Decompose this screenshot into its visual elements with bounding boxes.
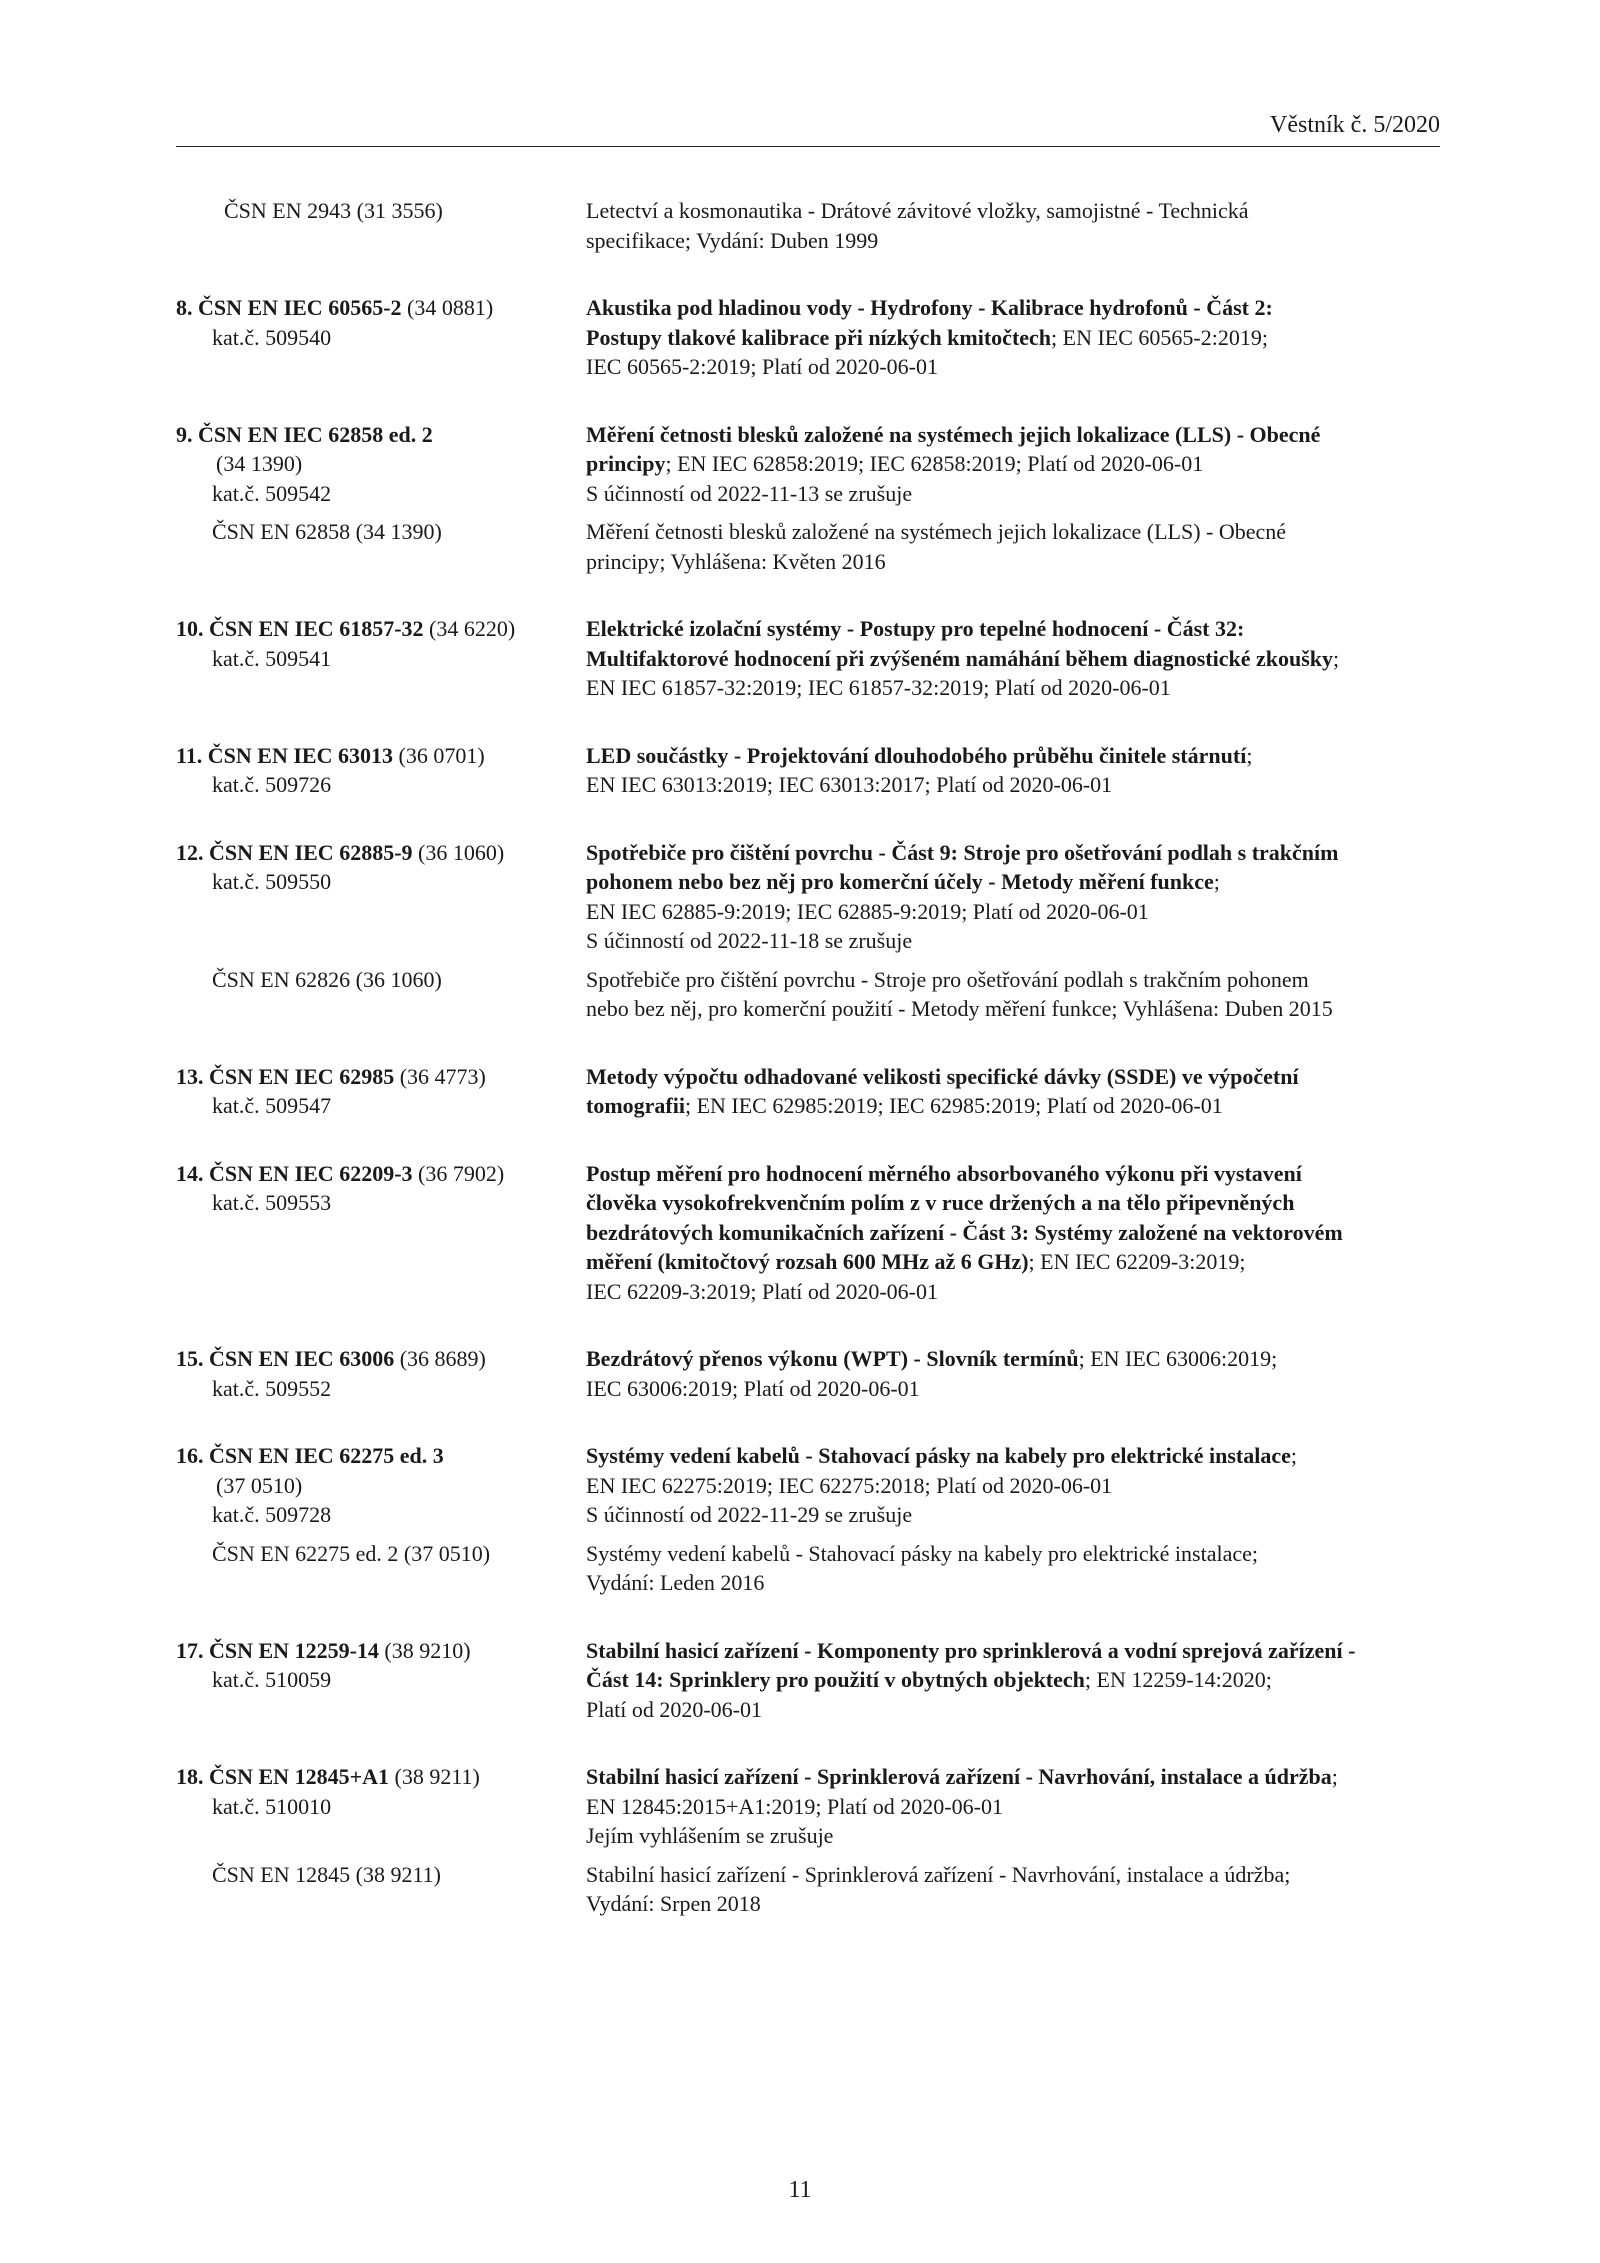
standard-code: ČSN EN IEC 63006 xyxy=(209,1346,395,1371)
title-tail: ; EN IEC 62209-3:2019; xyxy=(1028,1249,1246,1274)
title-line xyxy=(586,1247,1440,1277)
title-line xyxy=(586,614,1440,644)
description-line: specifikace; Vydání: Duben 1999 xyxy=(586,227,879,253)
classification-number: (34 1390) xyxy=(216,451,303,476)
classification-number: (36 7902) xyxy=(418,1160,505,1186)
standards-list xyxy=(176,196,1440,1957)
title-line xyxy=(586,1441,1440,1471)
replaced-right xyxy=(586,1860,1440,1919)
standard-entry xyxy=(176,614,1440,703)
title-line xyxy=(586,741,1440,771)
entry-row xyxy=(176,420,1440,509)
standard-code: ČSN EN IEC 62858 ed. 2 xyxy=(198,421,433,447)
standard-entry xyxy=(176,293,1440,382)
title-text: Stabilní hasicí zařízení - Sprinklerová zařízení - Navrhování, instalace a údržba xyxy=(586,1764,1332,1789)
standard-code: ČSN EN 12845+A1 xyxy=(209,1764,389,1789)
replaced-description-line: Systémy vedení kabelů - Stahovací pásky na kabely pro elektrické instalace; xyxy=(586,1540,1258,1566)
title-line xyxy=(586,1159,1440,1189)
standard-code: ČSN EN IEC 63013 xyxy=(207,742,393,768)
entry-right xyxy=(586,1636,1440,1725)
detail-line: EN 12845:2015+A1:2019; Platí od 2020-06-01 xyxy=(586,1793,1003,1819)
detail-line: S účinností od 2022-11-29 se zrušuje xyxy=(586,1502,913,1527)
title-text: Multifaktorové hodnocení při zvýšeném namáhání během diagnostické zkoušky xyxy=(586,645,1334,671)
title-text: pohonem nebo bez něj pro komerční účely - Metody měření funkce xyxy=(586,869,1214,894)
standard-code: ČSN EN IEC 62985 xyxy=(209,1063,395,1089)
journal-issue: Věstník č. 5/2020 xyxy=(1270,112,1440,138)
replaced-left xyxy=(176,1539,586,1598)
standard-heading xyxy=(176,838,586,868)
entry-right xyxy=(586,196,1440,255)
detail-line: EN IEC 63013:2019; IEC 63013:2017; Platí od 2020-06-01 xyxy=(586,772,1113,797)
title-tail: ; EN IEC 62985:2019; IEC 62985:2019; Platí od 2020-06-01 xyxy=(684,1093,1223,1118)
catalog-number: kat.č. 509550 xyxy=(212,869,332,894)
standard-code: ČSN EN 2943 (31 3556) xyxy=(224,198,443,223)
entry-row xyxy=(176,1344,1440,1403)
replaced-description-line: Stabilní hasicí zařízení - Sprinklerová zařízení - Navrhování, instalace a údržba; xyxy=(586,1861,1291,1887)
page-number: 11 xyxy=(788,2177,812,2203)
catalog-number: kat.č. 509540 xyxy=(212,324,332,350)
replaced-standard-row xyxy=(176,965,1440,1024)
standard-code: ČSN EN IEC 62275 ed. 3 xyxy=(209,1443,444,1468)
replaced-left xyxy=(176,1860,586,1919)
entry-row xyxy=(176,838,1440,956)
standard-heading xyxy=(176,614,586,644)
classification-number: (38 9210) xyxy=(384,1637,471,1663)
page-header xyxy=(176,110,1440,147)
standard-entry xyxy=(176,1636,1440,1725)
detail-line: IEC 62209-3:2019; Platí od 2020-06-01 xyxy=(586,1278,938,1304)
classification-number: (34 0881) xyxy=(407,295,494,320)
catalog-number: kat.č. 509553 xyxy=(212,1190,332,1215)
detail-line: EN IEC 62885-9:2019; IEC 62885-9:2019; Platí od 2020-06-01 xyxy=(586,898,1149,924)
detail-line: EN IEC 61857-32:2019; IEC 61857-32:2019; Platí od 2020-06-01 xyxy=(586,675,1171,700)
standard-entry xyxy=(176,196,1440,255)
title-text: Stabilní hasicí zařízení - Komponenty pro sprinklerová a vodní sprejová zařízení - xyxy=(586,1637,1356,1663)
title-tail: ; xyxy=(1333,645,1340,671)
detail-line: IEC 60565-2:2019; Platí od 2020-06-01 xyxy=(586,354,938,379)
replaced-standard-row xyxy=(176,1539,1440,1598)
entry-row xyxy=(176,614,1440,703)
replaced-left xyxy=(176,965,586,1024)
entry-left xyxy=(176,1636,586,1725)
page-footer xyxy=(0,2175,1600,2205)
replaced-description-line: Vydání: Leden 2016 xyxy=(586,1570,765,1595)
catalog-number: kat.č. 509542 xyxy=(212,480,332,506)
title-line xyxy=(586,1762,1440,1792)
classification-number: (37 0510) xyxy=(216,1472,303,1498)
entry-row xyxy=(176,1062,1440,1121)
replaced-standard-code: ČSN EN 12845 (38 9211) xyxy=(212,1861,441,1887)
entry-number: 12. xyxy=(176,839,204,865)
title-text: Část 14: Sprinklery pro použití v obytných objektech xyxy=(586,1667,1085,1692)
entry-right xyxy=(586,614,1440,703)
entry-right xyxy=(586,420,1440,509)
entry-right xyxy=(586,838,1440,956)
catalog-number: kat.č. 510059 xyxy=(212,1667,332,1692)
classification-number: (36 1060) xyxy=(418,839,505,865)
title-text: Bezdrátový přenos výkonu (WPT) - Slovník termínů xyxy=(586,1346,1079,1371)
title-tail: ; EN IEC 62858:2019; IEC 62858:2019; Platí od 2020-06-01 xyxy=(665,451,1204,476)
entry-right xyxy=(586,1159,1440,1307)
replaced-standard-row xyxy=(176,517,1440,576)
standard-code: ČSN EN IEC 61857-32 xyxy=(209,616,424,641)
standard-heading xyxy=(176,1062,586,1092)
title-text: Postup měření pro hodnocení měrného absorbovaného výkonu při vystavení xyxy=(586,1160,1302,1186)
title-text: bezdrátových komunikačních zařízení - Část 3: Systémy založené na vektorovém xyxy=(586,1219,1343,1245)
replaced-description-line: nebo bez něj, pro komerční použití - Metody měření funkce; Vyhlášena: Duben 2015 xyxy=(586,996,1333,1021)
description-line: Letectví a kosmonautika - Drátové závitové vložky, samojistné - Technická xyxy=(586,198,1249,223)
standard-code: ČSN EN 12259-14 xyxy=(209,1637,379,1663)
entry-left xyxy=(176,196,586,255)
entry-right xyxy=(586,1762,1440,1851)
title-text: Systémy vedení kabelů - Stahovací pásky na kabely pro elektrické instalace xyxy=(586,1443,1291,1468)
title-text: člověka vysokofrekvenčním polím z v ruce držených a na tělo připevněných xyxy=(586,1190,1295,1215)
entry-left xyxy=(176,1441,586,1530)
standard-entry xyxy=(176,741,1440,800)
standard-code: ČSN EN IEC 60565-2 xyxy=(198,295,402,320)
classification-number: (38 9211) xyxy=(394,1764,480,1789)
title-line xyxy=(586,323,1440,353)
entry-number: 13. xyxy=(176,1063,204,1089)
standard-heading xyxy=(176,1344,586,1374)
title-text: Elektrické izolační systémy - Postupy pro tepelné hodnocení - Část 32: xyxy=(586,616,1245,641)
entry-row xyxy=(176,1762,1440,1851)
standard-heading xyxy=(176,420,586,450)
title-line xyxy=(586,293,1440,323)
title-line xyxy=(586,1665,1440,1695)
entry-row xyxy=(176,1159,1440,1307)
title-line xyxy=(586,1344,1440,1374)
entry-left xyxy=(176,614,586,703)
catalog-number: kat.č. 509728 xyxy=(212,1502,332,1527)
title-tail: ; xyxy=(1331,1764,1338,1789)
title-line xyxy=(586,1188,1440,1218)
entry-row xyxy=(176,293,1440,382)
standard-entry xyxy=(176,838,1440,1024)
standard-entry xyxy=(176,1159,1440,1307)
standard-entry xyxy=(176,1441,1440,1598)
title-line xyxy=(586,838,1440,868)
title-text: Měření četnosti blesků založené na systémech jejich lokalizace (LLS) - Obecné xyxy=(586,421,1321,447)
entry-number: 17. xyxy=(176,1637,204,1663)
title-tail: ; EN IEC 60565-2:2019; xyxy=(1051,324,1268,350)
detail-line: Jejím vyhlášením se zrušuje xyxy=(586,1823,834,1848)
title-text: Akustika pod hladinou vody - Hydrofony - Kalibrace hydrofonů - Část 2: xyxy=(586,295,1273,320)
replaced-standard-row xyxy=(176,1860,1440,1919)
title-text: LED součástky - Projektování dlouhodobého průběhu činitele stárnutí xyxy=(586,742,1247,768)
classification-number: (36 4773) xyxy=(399,1063,486,1089)
entry-right xyxy=(586,293,1440,382)
classification-number: (36 8689) xyxy=(399,1346,486,1371)
entry-row xyxy=(176,196,1440,255)
standard-code: ČSN EN IEC 62209-3 xyxy=(209,1160,413,1186)
standard-heading xyxy=(176,1159,586,1189)
detail-line: Platí od 2020-06-01 xyxy=(586,1696,762,1722)
title-line xyxy=(586,420,1440,450)
title-text: Spotřebiče pro čištění povrchu - Část 9: Stroje pro ošetřování podlah s trakčním xyxy=(586,839,1339,865)
replaced-left xyxy=(176,517,586,576)
standard-entry xyxy=(176,1062,1440,1121)
classification-number: (34 6220) xyxy=(429,616,516,641)
standard-entry xyxy=(176,1762,1440,1919)
entry-left xyxy=(176,293,586,382)
entry-number: 16. xyxy=(176,1443,204,1468)
detail-line: IEC 63006:2019; Platí od 2020-06-01 xyxy=(586,1375,920,1401)
title-tail: ; xyxy=(1246,742,1253,768)
title-line xyxy=(586,644,1440,674)
replaced-right xyxy=(586,1539,1440,1598)
title-line xyxy=(586,1636,1440,1666)
entry-number: 15. xyxy=(176,1346,204,1371)
standard-heading xyxy=(176,1762,586,1792)
catalog-number: kat.č. 509547 xyxy=(212,1093,332,1118)
entry-row xyxy=(176,1441,1440,1530)
standard-code: ČSN EN IEC 62885-9 xyxy=(209,839,413,865)
title-line xyxy=(586,1218,1440,1248)
title-text: Postupy tlakové kalibrace při nízkých kmitočtech xyxy=(586,324,1052,350)
detail-line: EN IEC 62275:2019; IEC 62275:2018; Platí od 2020-06-01 xyxy=(586,1472,1113,1498)
title-text: tomografii xyxy=(586,1093,685,1118)
catalog-number: kat.č. 509726 xyxy=(212,772,332,797)
entry-row xyxy=(176,1636,1440,1725)
entry-left xyxy=(176,838,586,956)
entry-left xyxy=(176,741,586,800)
standard-heading xyxy=(176,741,586,771)
entry-number: 8. xyxy=(176,295,193,320)
entry-left xyxy=(176,420,586,509)
title-line xyxy=(586,1062,1440,1092)
replaced-standard-code: ČSN EN 62275 ed. 2 (37 0510) xyxy=(212,1540,491,1566)
entry-number: 9. xyxy=(176,421,193,447)
entry-number: 10. xyxy=(176,616,204,641)
replaced-right xyxy=(586,965,1440,1024)
detail-line: S účinností od 2022-11-18 se zrušuje xyxy=(586,928,913,953)
entry-left xyxy=(176,1159,586,1307)
standard-heading xyxy=(176,293,586,323)
replaced-standard-code: ČSN EN 62858 (34 1390) xyxy=(212,519,442,544)
title-text: Metody výpočtu odhadované velikosti specifické dávky (SSDE) ve výpočetní xyxy=(586,1063,1299,1089)
title-line xyxy=(586,867,1440,897)
entry-left xyxy=(176,1062,586,1121)
entry-row xyxy=(176,741,1440,800)
title-text: principy xyxy=(586,451,666,476)
entry-number: 18. xyxy=(176,1764,204,1789)
title-tail: ; xyxy=(1213,869,1220,894)
title-tail: ; EN IEC 63006:2019; xyxy=(1078,1346,1278,1371)
entry-right xyxy=(586,1441,1440,1530)
title-line xyxy=(586,449,1440,479)
detail-line: S účinností od 2022-11-13 se zrušuje xyxy=(586,480,913,506)
replaced-standard-code: ČSN EN 62826 (36 1060) xyxy=(212,966,442,992)
standard-entry xyxy=(176,420,1440,577)
standard-heading xyxy=(176,1441,586,1471)
entry-left xyxy=(176,1344,586,1403)
standard-entry xyxy=(176,1344,1440,1403)
entry-number: 14. xyxy=(176,1160,204,1186)
catalog-number: kat.č. 509541 xyxy=(212,645,332,671)
catalog-number: kat.č. 510010 xyxy=(212,1793,332,1819)
standard-heading xyxy=(176,1636,586,1666)
title-line xyxy=(586,1091,1440,1121)
classification-number: (36 0701) xyxy=(398,742,485,768)
replaced-right xyxy=(586,517,1440,576)
entry-right xyxy=(586,1344,1440,1403)
catalog-number: kat.č. 509552 xyxy=(212,1375,332,1401)
entry-left xyxy=(176,1762,586,1851)
title-text: měření (kmitočtový rozsah 600 MHz až 6 GHz) xyxy=(586,1249,1029,1274)
title-tail: ; xyxy=(1290,1443,1297,1468)
replaced-description-line: principy; Vyhlášena: Květen 2016 xyxy=(586,548,886,574)
replaced-description-line: Vydání: Srpen 2018 xyxy=(586,1891,761,1916)
title-tail: ; EN 12259-14:2020; xyxy=(1084,1667,1272,1692)
entry-right xyxy=(586,1062,1440,1121)
entry-number: 11. xyxy=(176,742,203,768)
replaced-description-line: Spotřebiče pro čištění povrchu - Stroje pro ošetřování podlah s trakčním pohonem xyxy=(586,966,1309,992)
entry-right xyxy=(586,741,1440,800)
replaced-description-line: Měření četnosti blesků založené na systémech jejich lokalizace (LLS) - Obecné xyxy=(586,519,1287,544)
